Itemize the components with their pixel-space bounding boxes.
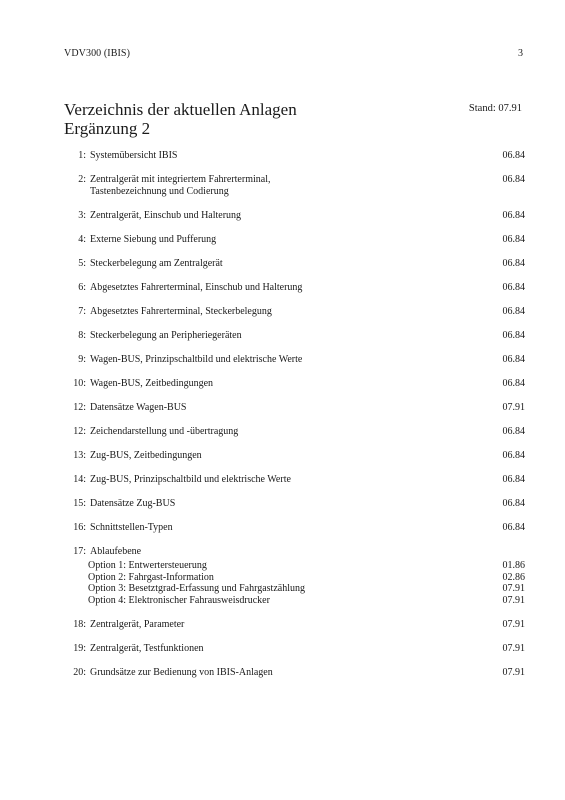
item-date: 06.84 (502, 498, 525, 510)
item-date: 06.84 (502, 522, 525, 534)
item-date: 07.91 (502, 402, 525, 414)
list-item (64, 330, 525, 342)
item-date: 06.84 (502, 378, 525, 390)
list-item (64, 450, 525, 462)
item-number: 19: (73, 642, 86, 654)
list-item (64, 474, 525, 486)
list-item (64, 282, 525, 294)
item-label-line: Zentralgerät, Testfunktionen (90, 642, 204, 654)
item-label (86, 210, 485, 222)
item-label (86, 354, 485, 366)
item-label-line: Abgesetztes Fahrerterminal, Einschub und Halterung (90, 282, 303, 294)
item-label-line: Grundsätze zur Bedienung von IBIS-Anlagen (90, 666, 273, 678)
item-date: 06.84 (502, 258, 525, 270)
item-label (86, 282, 485, 294)
sub-item-label: Option 3: Besetztgrad-Erfassung und Fahrgastzählung (88, 583, 305, 595)
item-date: 06.84 (502, 330, 525, 342)
item-label-line: Zentralgerät, Parameter (90, 618, 185, 630)
item-label-line: Datensätze Wagen-BUS (90, 402, 187, 414)
item-number: 12: (73, 402, 86, 414)
item-label-line: Wagen-BUS, Prinzipschaltbild und elektrische Werte (90, 354, 303, 366)
page-title: Verzeichnis der aktuellen Anlagen (64, 100, 297, 119)
item-number: 9: (78, 354, 86, 366)
item-number: 20: (73, 666, 86, 678)
item-label (86, 330, 485, 342)
item-label (86, 450, 485, 462)
item-label-line: Datensätze Zug-BUS (90, 498, 176, 510)
item-number: 4: (78, 234, 86, 246)
item-label (86, 667, 485, 679)
list-item (64, 174, 525, 199)
item-label (86, 258, 485, 270)
list-item (64, 306, 525, 318)
item-label (86, 402, 485, 414)
item-label-line: Wagen-BUS, Zeitbedingungen (90, 378, 214, 390)
item-label-line: Abgesetztes Fahrerterminal, Steckerbelegung (90, 306, 272, 318)
item-date: 07.91 (502, 666, 525, 678)
item-date: 07.91 (502, 618, 525, 630)
list-item (64, 498, 525, 510)
item-number: 1: (78, 150, 86, 161)
sub-item-label: Option 1: Entwertersteuerung (88, 559, 207, 571)
sub-item-date: 01.86 (502, 559, 525, 571)
sub-item-label: Option 2: Fahrgast-Information (88, 571, 214, 583)
item-label (86, 546, 485, 558)
sub-item-label: Option 4: Elektronischer Fahrausweisdrucker (88, 595, 270, 607)
item-label-line: Zentralgerät mit integriertem Fahrerterminal, (90, 174, 271, 185)
list-item (64, 667, 525, 679)
item-date: 06.84 (502, 282, 525, 294)
list-item (64, 210, 525, 222)
item-date: 06.84 (502, 210, 525, 222)
item-label-line: Zentralgerät, Einschub und Halterung (90, 210, 242, 222)
item-number: 16: (73, 522, 86, 534)
item-label-line: Zeichendarstellung und -übertragung (90, 426, 239, 438)
list-item (64, 522, 525, 534)
item-label-line: Ablaufebene (90, 546, 142, 558)
item-label-line: Steckerbelegung am Zentralgerät (90, 258, 223, 270)
item-number: 6: (78, 282, 86, 294)
sub-item-date: 07.91 (502, 595, 525, 607)
sub-item-date: 07.91 (502, 583, 525, 595)
item-number: 7: (78, 306, 86, 318)
item-label-line: Externe Siebung und Pufferung (90, 234, 217, 246)
list-item (64, 643, 525, 655)
item-label-line: Zug-BUS, Zeitbedingungen (90, 450, 202, 462)
item-label (86, 378, 485, 390)
item-label (86, 426, 485, 438)
list-item (64, 150, 525, 162)
list-item (64, 258, 525, 270)
item-label (86, 522, 485, 534)
item-label-line: Steckerbelegung an Peripheriegeräten (90, 330, 242, 342)
list-item (64, 426, 525, 438)
list-item (64, 402, 525, 414)
list-item (64, 234, 525, 246)
item-label (86, 619, 485, 631)
item-date: 07.91 (502, 642, 525, 654)
list-item (64, 378, 525, 390)
item-label (86, 174, 485, 199)
item-number: 12: (73, 426, 86, 438)
running-header: VDV300 (IBIS) (64, 48, 131, 59)
item-date: 06.84 (502, 174, 525, 185)
item-number: 15: (73, 498, 86, 510)
sub-item-date: 02.86 (502, 571, 525, 583)
item-label-line: Tastenbezeichnung und Codierung (90, 186, 229, 198)
item-number: 3: (78, 210, 86, 222)
attachment-list (64, 150, 525, 691)
item-date: 06.84 (502, 354, 525, 366)
item-label (86, 150, 485, 162)
item-label (86, 643, 485, 655)
item-number: 10: (73, 378, 86, 390)
sub-list-item (64, 583, 525, 595)
page-number: 3 (518, 48, 523, 59)
sub-list-item (64, 560, 525, 572)
item-number: 2: (78, 174, 86, 185)
title-block (64, 100, 522, 138)
item-date: 06.84 (502, 426, 525, 438)
item-date: 06.84 (502, 474, 525, 486)
item-number: 17: (73, 546, 86, 558)
sub-list-item (64, 595, 525, 607)
sub-list-item (64, 572, 525, 584)
item-number: 8: (78, 330, 86, 342)
item-label-line: Schnittstellen-Typen (90, 522, 173, 534)
item-label (86, 234, 485, 246)
item-label (86, 474, 485, 486)
item-label (86, 306, 485, 318)
page-subtitle: Ergänzung 2 (64, 119, 151, 138)
item-label (86, 498, 485, 510)
item-date: 06.84 (502, 234, 525, 246)
item-number: 5: (78, 258, 86, 270)
list-item (64, 546, 525, 607)
item-date: 06.84 (502, 150, 525, 161)
list-item (64, 354, 525, 366)
status-date: Stand: 07.91 (468, 103, 522, 114)
item-date: 06.84 (502, 450, 525, 462)
item-date: 06.84 (502, 306, 525, 318)
sub-list (64, 560, 525, 607)
item-label-line: Systemübersicht IBIS (90, 150, 178, 161)
list-item (64, 619, 525, 631)
item-number: 14: (73, 474, 86, 486)
item-number: 18: (73, 618, 86, 630)
item-label-line: Zug-BUS, Prinzipschaltbild und elektrische Werte (90, 474, 291, 486)
item-number: 13: (73, 450, 86, 462)
